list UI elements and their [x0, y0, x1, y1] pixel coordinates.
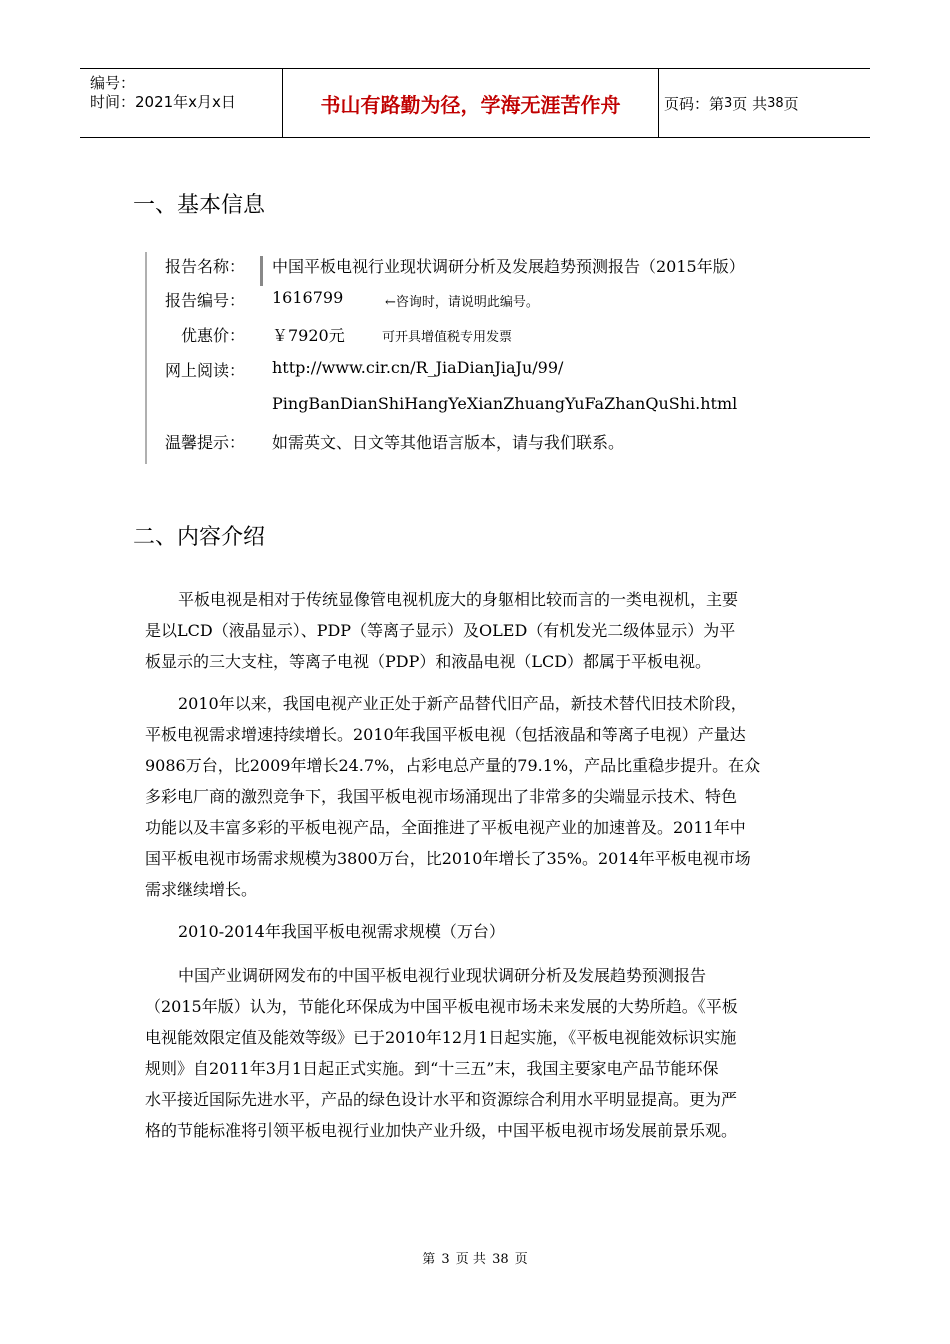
- text-line: （2015年版）认为，节能化环保成为中国平板电视市场未来发展的大势所趋。《平板: [145, 997, 738, 1016]
- info-value: 中国平板电视行业现状调研分析及发展趋势预测报告（2015年版）: [272, 257, 745, 276]
- text-line: 平板电视是相对于传统显像管电视机庞大的身躯相比较而言的一类电视机，主要: [178, 590, 739, 609]
- figure-caption-wrap: [145, 916, 807, 947]
- page-header: [80, 68, 870, 138]
- info-block: [145, 252, 797, 464]
- text-line: 需求继续增长。: [145, 880, 258, 899]
- text-line: 规则》自2011年3月1日起正式实施。到“十三五”末，我国主要家电产品节能环保: [145, 1059, 719, 1078]
- section-title-basic-info: 一、基本信息: [133, 193, 266, 218]
- page-suffix: 页: [783, 94, 799, 113]
- text-line: 是以LCD（液晶显示）、PDP（等离子显示）及OLED（有机发光二级体显示）为平: [145, 621, 736, 640]
- page-footer: [0, 1248, 950, 1267]
- footer-mid: 页 共: [455, 1252, 486, 1267]
- text-line: 多彩电厂商的激烈竞争下，我国平板电视市场涌现出了非常多的尖端显示技术、特色: [145, 787, 738, 806]
- paragraph-market: [145, 688, 807, 905]
- info-label: 温馨提示：: [164, 433, 245, 452]
- page-mid: 页 共: [732, 94, 768, 113]
- text-line: 国平板电视市场需求规模为3800万台，比2010年增长了35%。2014年平板电视市场: [145, 849, 751, 868]
- figure-caption: 2010-2014年我国平板电视需求规模（万台）: [178, 922, 505, 941]
- info-label: 报告名称：: [164, 257, 245, 276]
- text-line: 水平接近国际先进水平，产品的绿色设计水平和资源综合利用水平明显提高。更为严: [145, 1090, 738, 1109]
- info-label: 报告编号：: [164, 291, 245, 310]
- page-number: 3: [724, 95, 733, 111]
- footer-page-number: 3: [441, 1252, 450, 1267]
- text-line: 平板电视需求增速持续增长。2010年我国平板电视（包括液晶和等离子电视）产量达: [145, 725, 746, 744]
- document-time: 时间：2021年x月x日: [90, 93, 236, 111]
- footer-suffix: 页: [514, 1252, 528, 1267]
- page-total: 38: [767, 95, 784, 111]
- footer-page-total: 38: [492, 1252, 509, 1267]
- text-line: 2010年以来，我国电视产业正处于新产品替代旧产品，新技术替代旧技术阶段，: [178, 694, 747, 713]
- info-note: 可开具增值税专用发票: [382, 330, 513, 345]
- header-meta: [80, 69, 283, 137]
- divider-bar: [260, 256, 263, 286]
- info-value: ￥7920元: [272, 326, 345, 345]
- text-line: 中国产业调研网发布的中国平板电视行业现状调研分析及发展趋势预测报告: [178, 966, 707, 985]
- text-line: 格的节能标准将引领平板电视行业加快产业升级，中国平板电视市场发展前景乐观。: [145, 1121, 738, 1140]
- header-page-info: [664, 69, 799, 137]
- header-motto: 书山有路勤为径，学海无涯苦作舟: [283, 69, 659, 137]
- text-line: 功能以及丰富多彩的平板电视产品，全面推进了平板电视产业的加速普及。2011年中: [145, 818, 746, 837]
- info-value: 1616799: [272, 288, 344, 307]
- document-number-label: 编号：: [90, 74, 136, 92]
- text-line: 板显示的三大支柱，等离子电视（PDP）和液晶电视（LCD）都属于平板电视。: [145, 652, 712, 671]
- paragraph-outlook: [145, 960, 807, 1146]
- info-value: 如需英文、日文等其他语言版本，请与我们联系。: [272, 433, 625, 452]
- info-label: 优惠价：: [180, 326, 245, 345]
- page-prefix: 页码：第: [664, 94, 725, 113]
- text-line: 电视能效限定值及能效等级》已于2010年12月1日起实施，《平板电视能效标识实施: [145, 1028, 737, 1047]
- info-note: ←咨询时，请说明此编号。: [385, 295, 539, 310]
- text-line: 9086万台，比2009年增长24.7%，占彩电总产量的79.1%，产品比重稳步提升。在众: [145, 756, 761, 775]
- info-label: 网上阅读：: [164, 361, 245, 380]
- footer-prefix: 第: [422, 1252, 436, 1267]
- url-link-line2[interactable]: PingBanDianShiHangYeXianZhuangYuFaZhanQuShi.html: [272, 394, 738, 413]
- paragraph-intro: [145, 584, 807, 677]
- section-title-content: 二、内容介绍: [133, 525, 266, 550]
- url-link-line1[interactable]: http://www.cir.cn/R_JiaDianJiaJu/99/: [272, 358, 564, 377]
